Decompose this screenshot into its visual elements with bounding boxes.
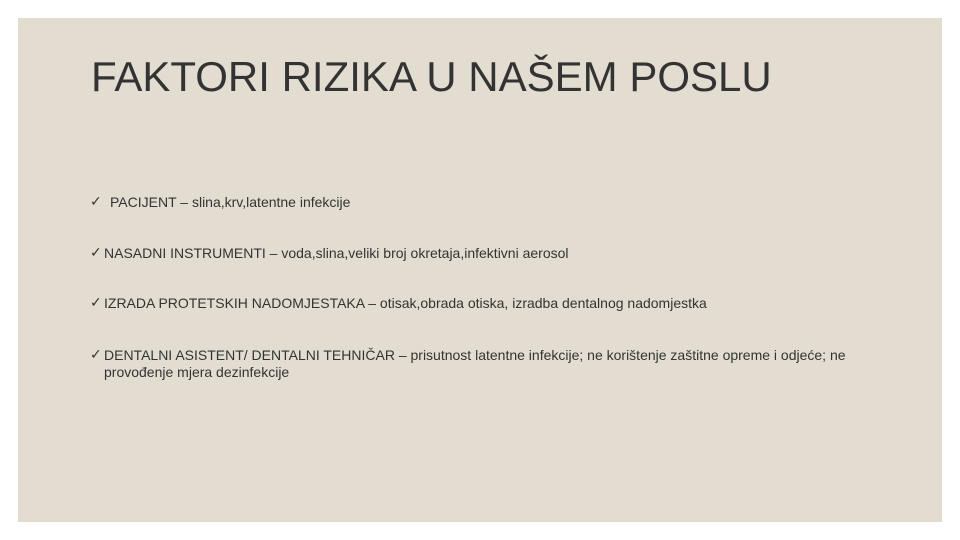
bullet-term: PACIJENT [110,194,177,210]
slide [18,18,942,522]
bullet-description: – prisutnost latentne infekcije; ne korištenje zaštitne opreme i odjeće; ne provođenje mjera dezinfekcije [104,347,846,380]
bullet-item-dentalni-asistent [90,347,890,381]
bullet-description: – slina,krv,latentne infekcije [176,194,351,210]
bullet-text [110,194,890,211]
bullet-description: – voda,slina,veliki broj okretaja,infektivni aerosol [265,245,569,261]
checkmark-icon: ✓ [90,245,102,261]
bullet-text [104,245,890,262]
bullet-text [104,295,890,312]
bullet-description: – otisak,obrada otiska, izradba dentalnog nadomjestka [364,295,707,311]
bullet-text [104,347,890,381]
bullet-term: IZRADA PROTETSKIH NADOMJESTAKA [104,295,365,311]
bullet-item-pacijent [90,194,890,211]
bullet-item-izrada-protetskih [90,295,890,312]
bullet-term: DENTALNI ASISTENT/ DENTALNI TEHNIČAR [104,347,395,363]
checkmark-icon: ✓ [90,194,102,210]
checkmark-icon: ✓ [90,347,102,363]
slide-title: FAKTORI RIZIKA U NAŠEM POSLU [91,53,772,100]
checkmark-icon: ✓ [90,295,102,311]
bullet-item-nasadni-instrumenti [90,245,890,262]
bullet-term: NASADNI INSTRUMENTI [104,245,266,261]
